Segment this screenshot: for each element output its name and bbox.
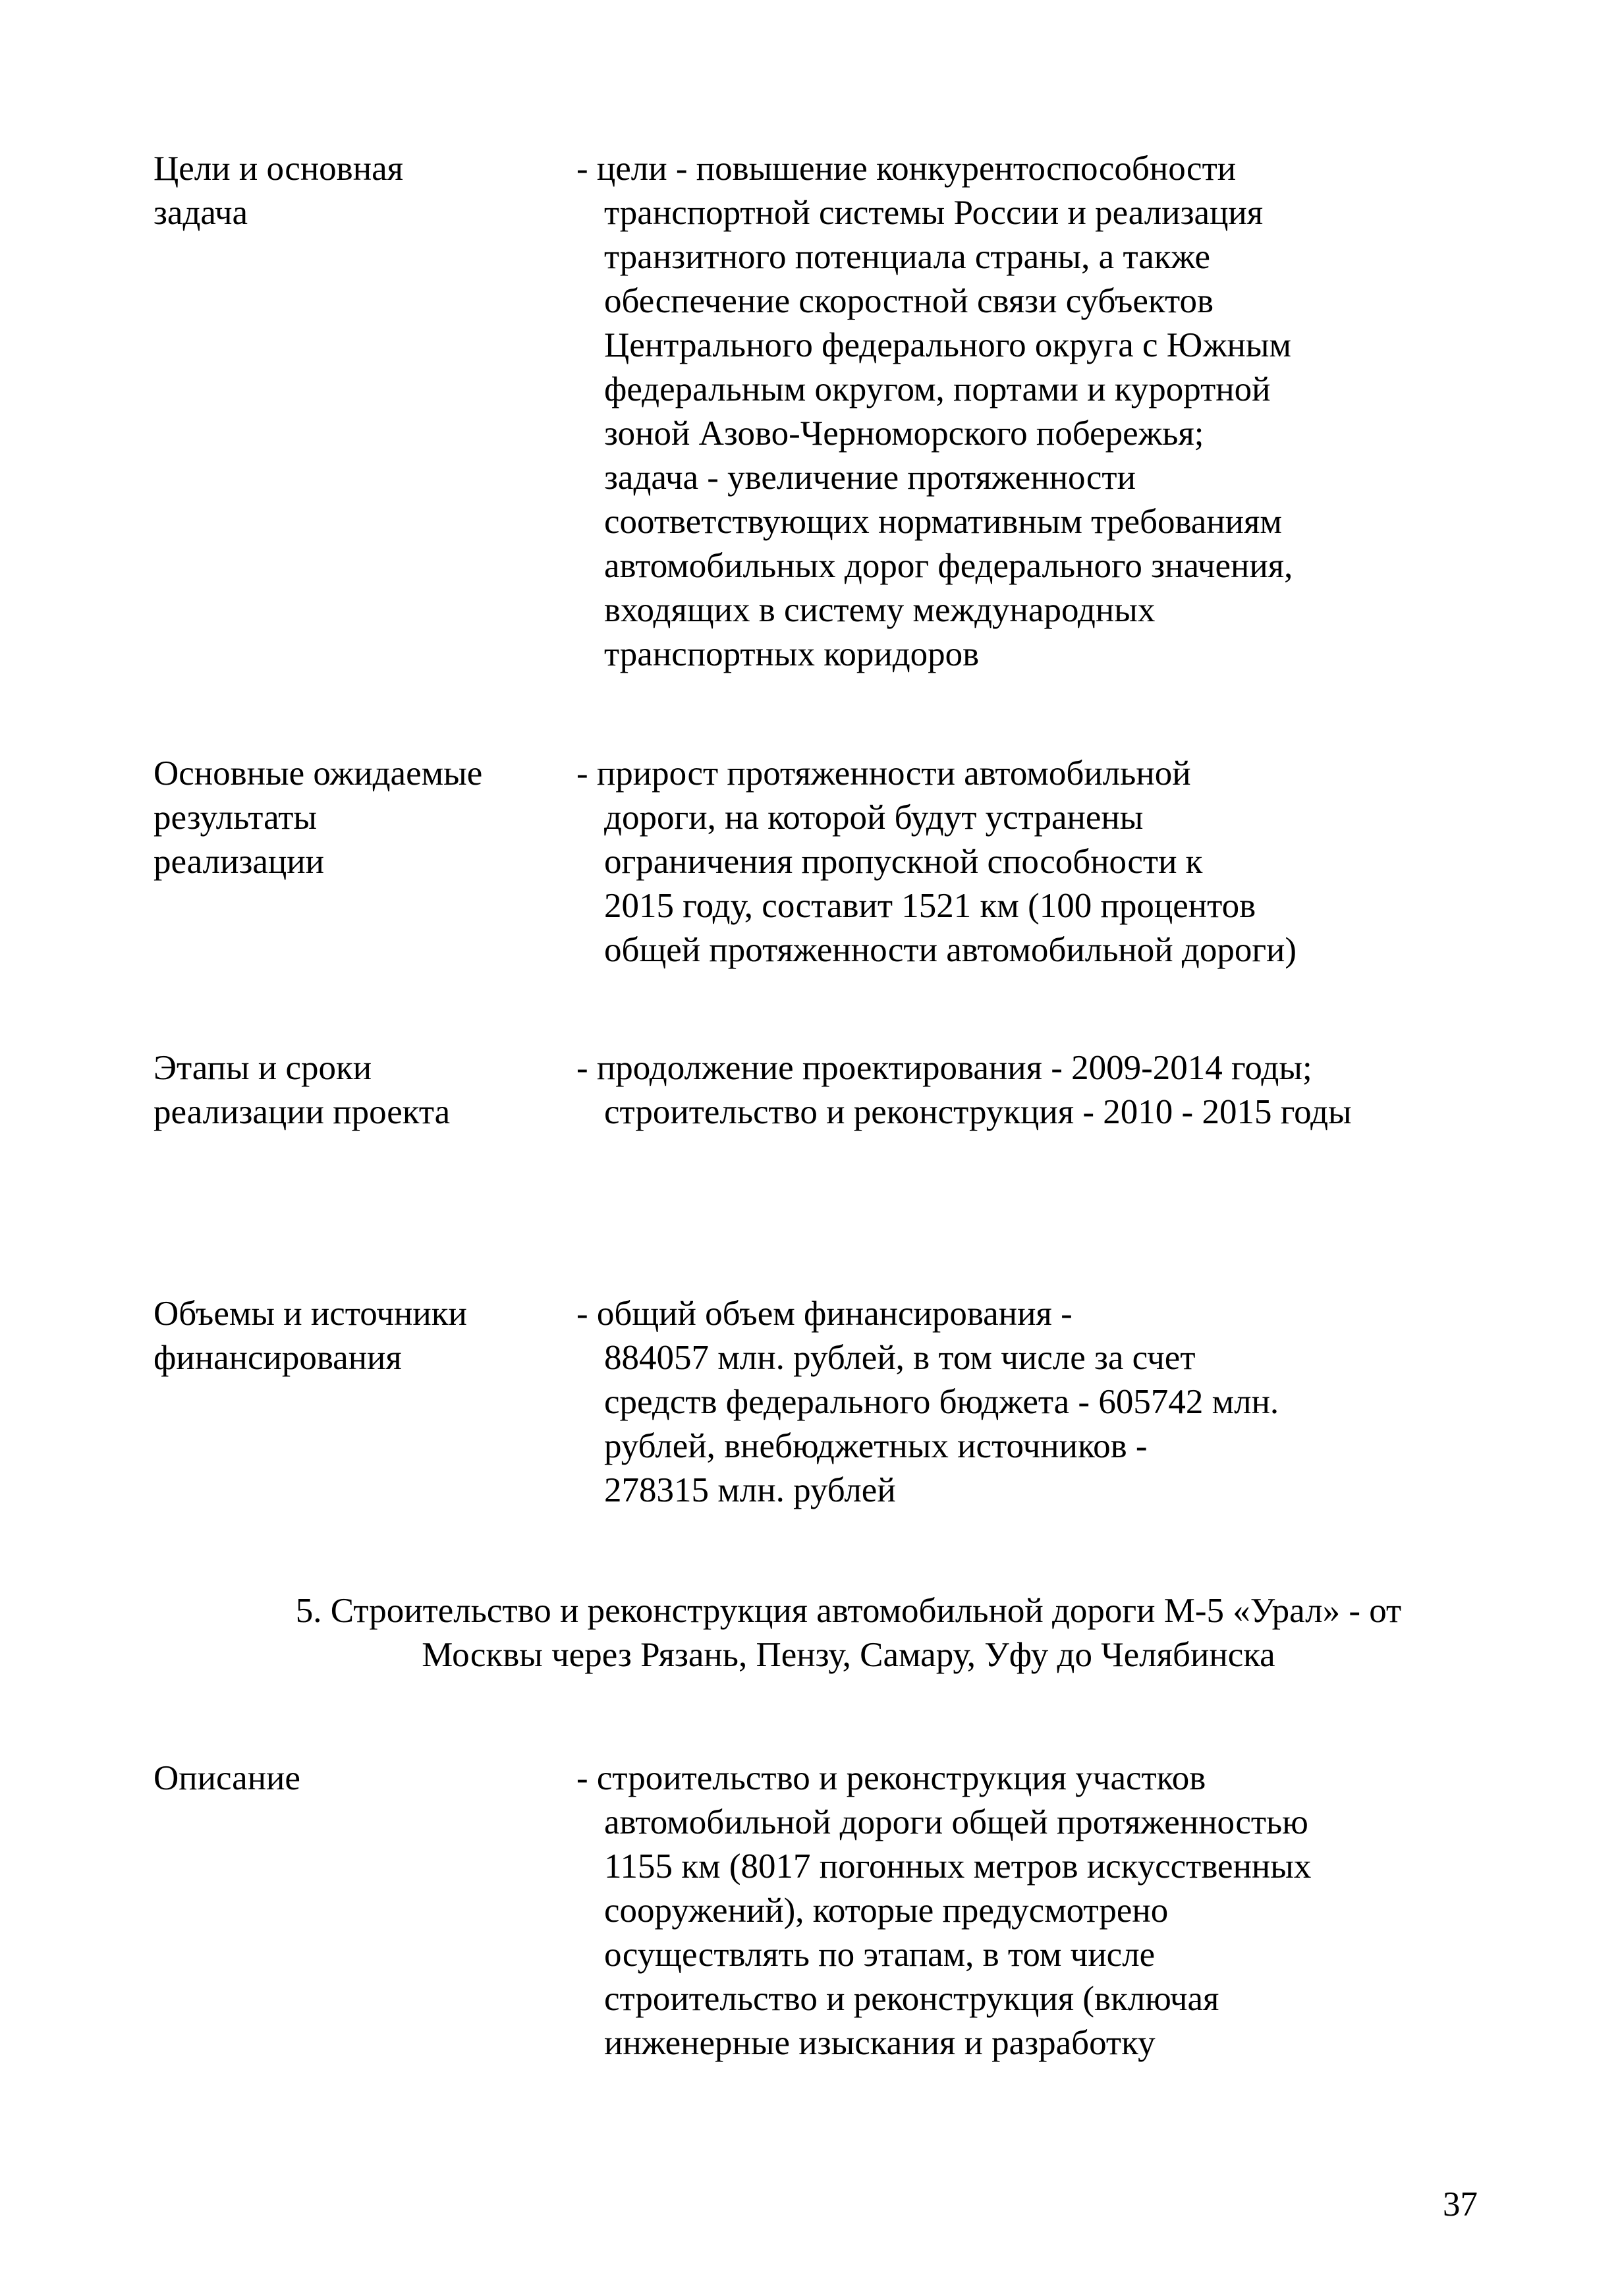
goals-text-line: транспортной системы России и реализация [604,194,1264,232]
goals-text-line: автомобильных дорог федерального значения, [604,547,1293,585]
description-text-line: 1155 км (8017 погонных метров искусственных [604,1847,1312,1886]
page-number: 37 [1443,2185,1478,2224]
results-label-line: реализации [153,843,325,881]
financing-text-line: - общий объем финансирования - [576,1295,1073,1333]
goals-text-line: соответствующих нормативным требованиям [604,503,1282,541]
description-text-line: автомобильной дороги общей протяженностью [604,1803,1308,1841]
stages-label-line: Этапы и сроки [153,1049,372,1087]
description-text-line: сооружений), которые предусмотрено [604,1891,1169,1930]
stages-text-line: строительство и реконструкция - 2010 - 2015 годы [604,1093,1352,1131]
goals-text-line: транспортных коридоров [604,635,980,673]
results-label-line: Основные ожидаемые [153,754,483,793]
goals-label-line: задача [153,194,248,232]
description-text-line: - строительство и реконструкция участков [576,1759,1206,1797]
goals-text-line: федеральным округом, портами и курортной [604,370,1271,408]
description-text-line: осуществлять по этапам, в том числе [604,1936,1156,1974]
goals-text-line: - цели - повышение конкурентоспособности [576,150,1237,188]
results-label-line: результаты [153,798,317,837]
financing-label-line: Объемы и источники [153,1295,467,1333]
description-label-line: Описание [153,1759,300,1797]
financing-text-line: средств федерального бюджета - 605742 млн. [604,1383,1279,1421]
section-heading-line: Москвы через Рязань, Пензу, Самару, Уфу до Челябинска [422,1636,1275,1674]
results-text-line: общей протяженности автомобильной дороги) [604,931,1297,969]
financing-text-line: 884057 млн. рублей, в том числе за счет [604,1339,1196,1377]
description-text-line: строительство и реконструкция (включая [604,1980,1219,2018]
goals-text-line: зоной Азово-Черноморского побережья; [604,414,1204,453]
section-heading-line: 5. Строительство и реконструкция автомобильной дороги М-5 «Урал» - от [295,1592,1402,1630]
financing-text-line: рублей, внебюджетных источников - [604,1427,1148,1465]
goals-text-line: входящих в систему международных [604,591,1156,629]
goals-label-line: Цели и основная [153,150,403,188]
goals-text-line: обеспечение скоростной связи субъектов [604,282,1214,320]
goals-text-line: задача - увеличение протяженности [604,459,1136,497]
stages-text-line: - продолжение проектирования - 2009-2014 годы; [576,1049,1312,1087]
goals-text-line: транзитного потенциала страны, а также [604,238,1210,276]
financing-label-line: финансирования [153,1339,402,1377]
results-text-line: - прирост протяженности автомобильной [576,754,1191,793]
stages-label-line: реализации проекта [153,1093,451,1131]
results-text-line: ограничения пропускной способности к [604,843,1203,881]
goals-text-line: Центрального федерального округа с Южным [604,326,1291,364]
financing-text-line: 278315 млн. рублей [604,1471,896,1509]
results-text-line: 2015 году, составит 1521 км (100 процентов [604,887,1256,925]
results-text-line: дороги, на которой будут устранены [604,798,1144,837]
description-text-line: инженерные изыскания и разработку [604,2024,1156,2062]
